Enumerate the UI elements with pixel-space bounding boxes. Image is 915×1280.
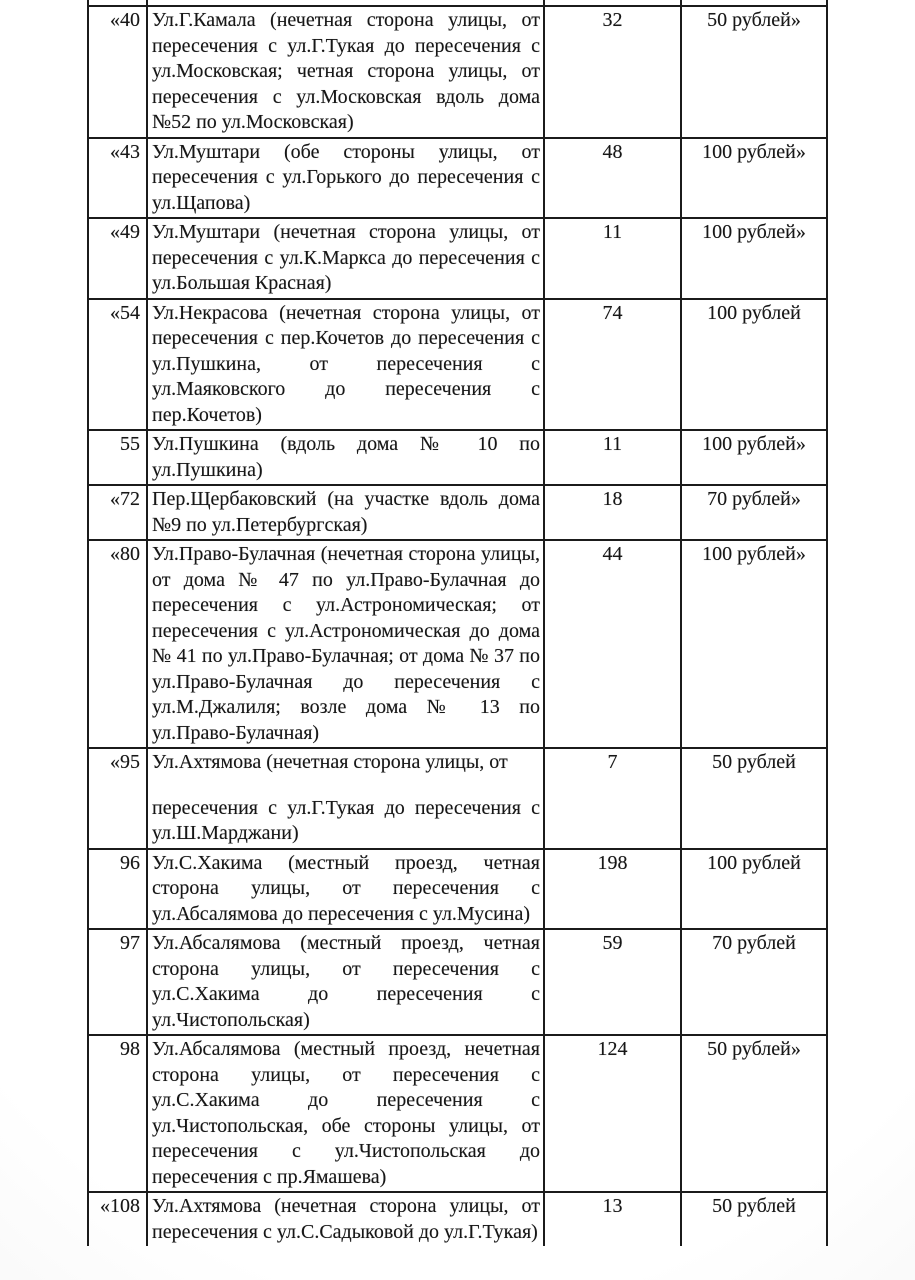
description-cell (146, 541, 543, 747)
description-text: Ул.Право-Булачная (нечетная сторона улицы, от дома № 47 по ул.Право-Булачная до пересечения с ул.Астрономическая; от пересечения с ул.Астрономическая до дома № 41 по ул.Право-Булачная; от дома № 37 по ул.Право-Булачная до пересечения с ул.М.Джалиля; возле дома № 13 по ул.Право-Булачная) (152, 543, 540, 744)
count-cell: 44 (543, 541, 680, 747)
count-cell: 198 (543, 850, 680, 929)
table-row (87, 928, 828, 1034)
description-text: Ул.Некрасова (нечетная сторона улицы, от пересечения с пер.Кочетов до пересечения с ул.Пушкина, от пересечения с ул.Маяковского до пересечения с пер.Кочетов) (152, 301, 540, 426)
table-row (87, 137, 828, 218)
row-number-cell: «40 (87, 7, 146, 137)
description-cell (146, 749, 543, 848)
table-row (87, 539, 828, 747)
description-text: Ул.Муштари (нечетная сторона улицы, от пересечения с ул.К.Маркса до пересечения с ул.Большая Красная) (152, 221, 540, 294)
count-cell: 11 (543, 431, 680, 484)
row-number-cell: «108 (87, 1193, 146, 1246)
count-cell: 124 (543, 1036, 680, 1191)
row-number-cell: «43 (87, 139, 146, 218)
description-cell (146, 1193, 543, 1246)
description-text: Ул.Абсалямова (местный проезд, четная сторона улицы, от пересечения с ул.С.Хакима до пересечения с ул.Чистопольская) (152, 932, 540, 1031)
description-text: Ул.Ахтямова (нечетная сторона улицы, от (152, 751, 508, 773)
description-text: Ул.Муштари (обе стороны улицы, от пересечения с ул.Горького до пересечения с ул.Щапова) (152, 140, 540, 214)
price-cell: 100 рублей» (680, 219, 828, 298)
price-cell: 100 рублей» (680, 431, 828, 484)
count-cell: 59 (543, 930, 680, 1034)
description-cell (146, 300, 543, 430)
description-text: Ул.С.Хакима (местный проезд, четная сторона улицы, от пересечения с ул.Абсалямова до пересечения с ул.Мусина) (152, 851, 540, 925)
description-cell (146, 219, 543, 298)
count-cell: 32 (543, 7, 680, 137)
table-row (87, 747, 828, 848)
description-cell (146, 486, 543, 539)
description-cell (146, 930, 543, 1034)
count-cell: 7 (543, 749, 680, 848)
street-tariff-table (87, 5, 828, 1246)
description-text: Ул.Абсалямова (местный проезд, нечетная сторона улицы, от пересечения с ул.С.Хакима до пересечения с ул.Чистопольская, обе стороны улицы, от пересечения с ул.Чистопольская до пересечения с пр.Ямашева) (152, 1038, 540, 1188)
price-cell: 50 рублей» (680, 1036, 828, 1191)
price-cell: 50 рублей (680, 1193, 828, 1246)
price-cell: 100 рублей» (680, 139, 828, 218)
description-text: Ул.Ахтямова (нечетная сторона улицы, от пересечения с ул.С.Садыковой до ул.Г.Тукая) (152, 1195, 540, 1243)
description-cell (146, 139, 543, 218)
price-cell: 100 рублей (680, 850, 828, 929)
table-row (87, 484, 828, 539)
count-cell: 11 (543, 219, 680, 298)
table-row (87, 217, 828, 298)
table-row (87, 1034, 828, 1191)
table-row (87, 429, 828, 484)
count-cell: 74 (543, 300, 680, 430)
row-number-cell: 98 (87, 1036, 146, 1191)
count-cell: 48 (543, 139, 680, 218)
table-row (87, 298, 828, 430)
price-cell: 100 рублей (680, 300, 828, 430)
table-row (87, 1191, 828, 1246)
count-cell: 13 (543, 1193, 680, 1246)
description-text-continued: пересечения с ул.Г.Тукая до пересечения с ул.Ш.Марджани) (152, 796, 540, 844)
row-number-cell: «95 (87, 749, 146, 848)
price-cell: 70 рублей» (680, 486, 828, 539)
table-row (87, 5, 828, 137)
price-cell: 100 рублей» (680, 541, 828, 747)
description-cell (146, 1036, 543, 1191)
table-row (87, 848, 828, 929)
description-text: Ул.Г.Камала (нечетная сторона улицы, от пересечения с ул.Г.Тукая до пересечения с ул.Московская; четная сторона улицы, от пересечения с ул.Московская вдоль дома №52 по ул.Московская) (152, 9, 540, 133)
description-cell (146, 7, 543, 137)
row-number-cell: 55 (87, 431, 146, 484)
row-number-cell: 97 (87, 930, 146, 1034)
price-cell: 50 рублей (680, 749, 828, 848)
row-number-cell: 96 (87, 850, 146, 929)
description-cell (146, 431, 543, 484)
price-cell: 50 рублей» (680, 7, 828, 137)
row-number-cell: «49 (87, 219, 146, 298)
count-cell: 18 (543, 486, 680, 539)
description-text: Ул.Пушкина (вдоль дома № 10 по ул.Пушкина) (152, 433, 540, 481)
row-number-cell: «80 (87, 541, 146, 747)
row-number-cell: «54 (87, 300, 146, 430)
description-cell (146, 850, 543, 929)
row-number-cell: «72 (87, 486, 146, 539)
description-text: Пер.Щербаковский (на участке вдоль дома №9 по ул.Петербургская) (152, 488, 540, 536)
price-cell: 70 рублей (680, 930, 828, 1034)
